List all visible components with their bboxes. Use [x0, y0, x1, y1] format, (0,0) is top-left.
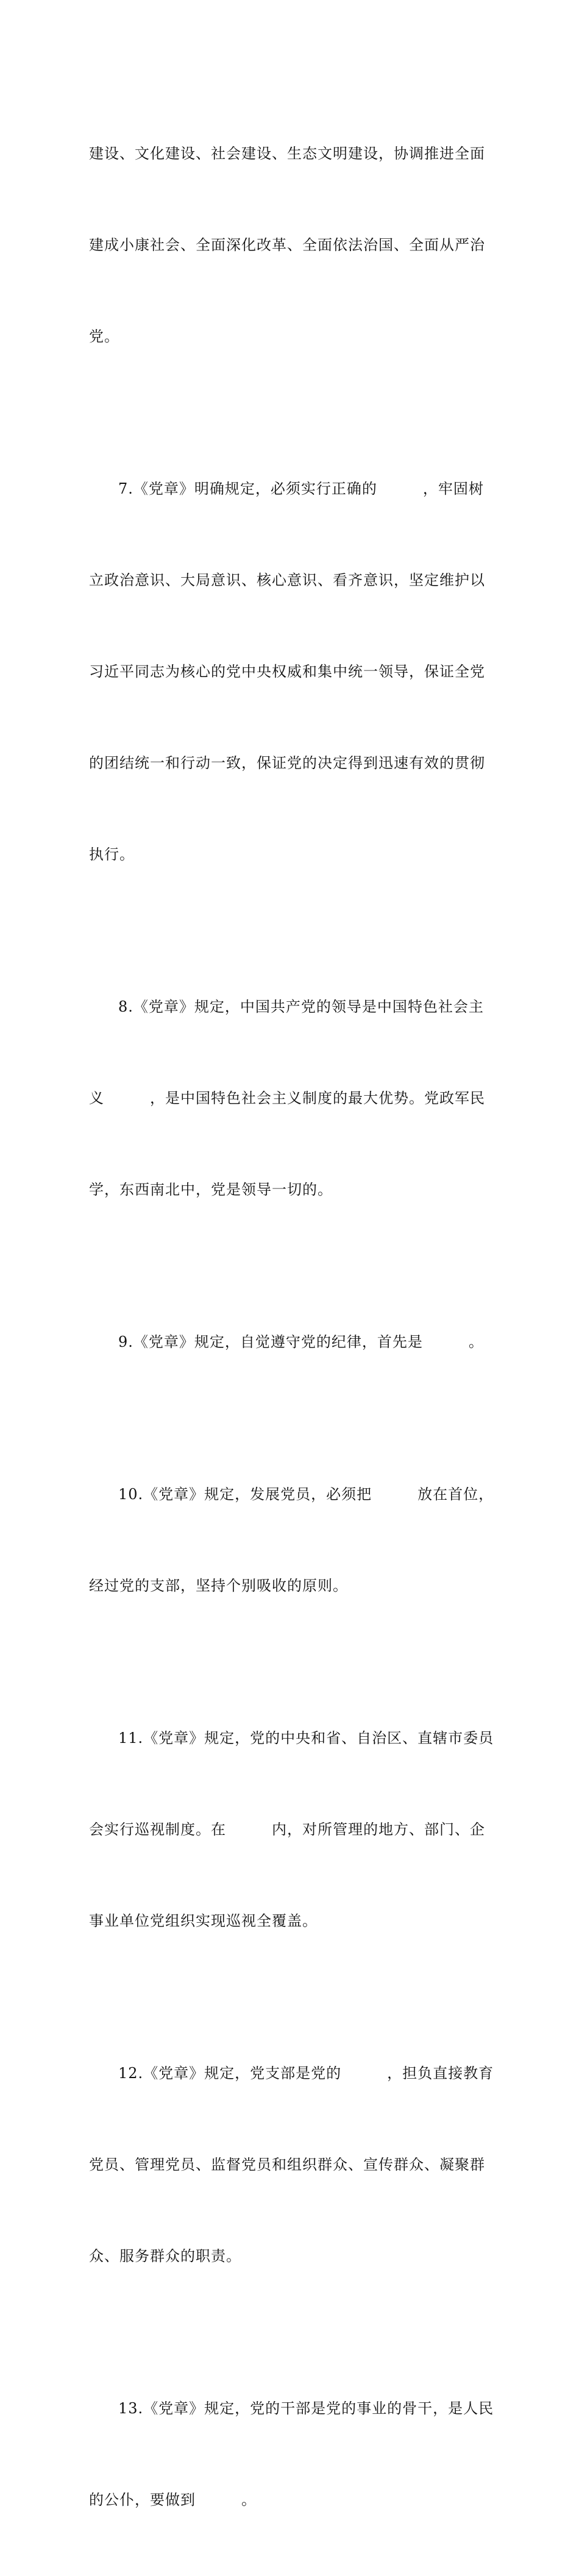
question-9: [89, 1266, 491, 1418]
question-8: [89, 931, 491, 1266]
document-body: [89, 77, 494, 2576]
text-line: 事业单位党组织实现巡视全覆盖。: [89, 1912, 318, 1929]
text-line: 建成小康社会、全面深化改革、全面依法治国、全面从严治: [89, 236, 485, 254]
text-line: 10.《党章》规定，发展党员，必须把 放在首位，: [118, 1486, 494, 1503]
text-line: 9.《党章》规定，自觉遵守党的纪律，首先是 。: [118, 1333, 484, 1350]
text-line: 立政治意识、大局意识、核心意识、看齐意识，坚定维护以: [89, 572, 485, 589]
text-line: 7.《党章》明确规定，必须实行正确的 ，牢固树: [118, 480, 484, 497]
text-line: 执行。: [89, 846, 135, 863]
text-line: 经过党的支部，坚持个别吸收的原则。: [89, 1577, 348, 1594]
text-line: 义 ，是中国特色社会主义制度的最大优势。党政军民: [89, 1090, 485, 1107]
question-7: [89, 413, 491, 931]
text-line: 众、服务群众的职责。: [89, 2248, 241, 2265]
paragraph-continued: [89, 77, 491, 413]
text-line: 党员、管理党员、监督党员和组织群众、宣传群众、凝聚群: [89, 2156, 485, 2173]
text-line: 的团结统一和行动一致，保证党的决定得到迅速有效的贯彻: [89, 754, 485, 772]
text-line: 习近平同志为核心的党中央权威和集中统一领导，保证全党: [89, 663, 485, 680]
text-line: 党。: [89, 328, 119, 345]
text-line: 的公仆，要做到 。: [89, 2491, 257, 2508]
text-line: 会实行巡视制度。在 内，对所管理的地方、部门、企: [89, 1821, 485, 1838]
question-12: [89, 1997, 494, 2332]
text-line: 建设、文化建设、社会建设、生态文明建设，协调推进全面: [89, 145, 485, 162]
text-line: 11.《党章》规定，党的中央和省、自治区、直辖市委员: [118, 1730, 494, 1747]
text-line: 12.《党章》规定，党支部是党的 ，担负直接教育: [118, 2065, 494, 2082]
question-13: [89, 2332, 494, 2576]
question-11: [89, 1662, 494, 1997]
text-line: 8.《党章》规定，中国共产党的领导是中国特色社会主: [118, 998, 484, 1015]
text-line: 学，东西南北中，党是领导一切的。: [89, 1181, 333, 1198]
question-10: [89, 1418, 494, 1662]
text-line: 13.《党章》规定，党的干部是党的事业的骨干，是人民: [118, 2400, 494, 2417]
